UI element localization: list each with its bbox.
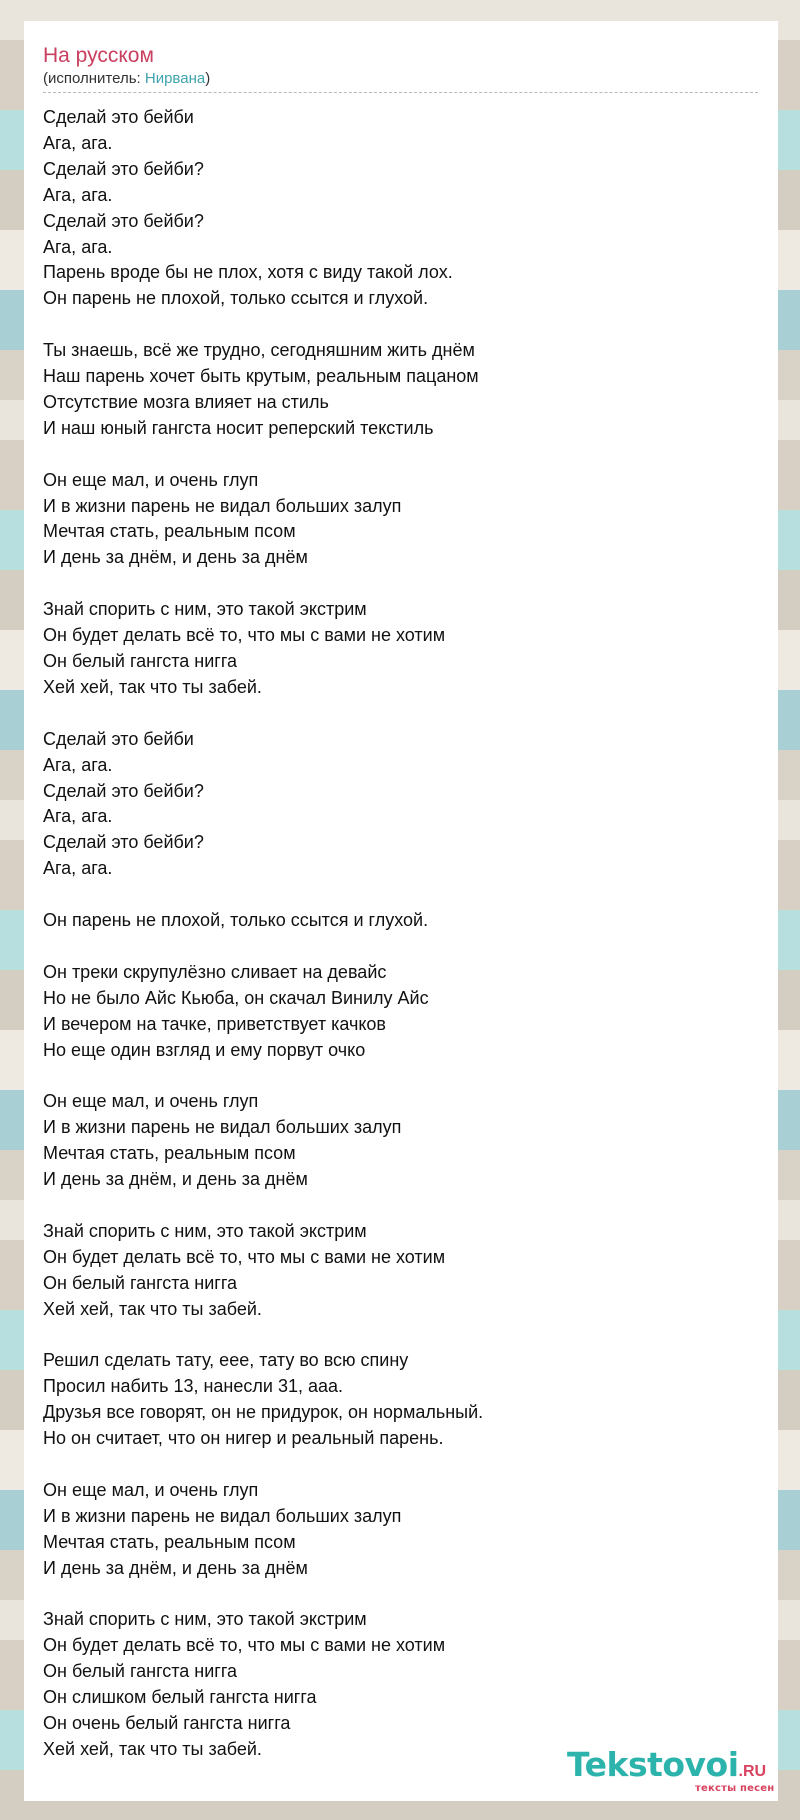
lyrics-stanza (43, 960, 759, 1064)
lyrics-line: Он парень не плохой, только ссытся и глухой. (43, 288, 429, 309)
lyrics-line: Друзья все говорят, он не придурок, он нормальный. (43, 1402, 484, 1423)
lyrics-line: И в жизни парень не видал больших залуп (43, 1117, 402, 1138)
lyrics-line: Решил сделать тату, еее, тату во всю спину (43, 1350, 409, 1371)
lyrics-line: И вечером на тачке, приветствует качков (43, 1013, 386, 1034)
lyrics-line: Мечтая стать, реальным псом (43, 521, 296, 542)
site-logo[interactable] (567, 1747, 783, 1799)
lyrics-line: И в жизни парень не видал больших залуп (43, 1505, 402, 1526)
lyrics-line: Но еще один взгляд и ему порвут очко (43, 1039, 366, 1060)
lyrics-line: Он белый гангста нигга (43, 1661, 238, 1682)
lyrics-line: Просил набить 13, нанесли 31, ааа. (43, 1376, 343, 1397)
lyrics-line: И наш юный гангста носит реперский текстиль (43, 417, 434, 438)
lyrics-line: Сделай это бейби? (43, 832, 204, 853)
lyrics-line: Но не было Айс Кьюба, он скачал Винилу Айс (43, 987, 429, 1008)
lyrics-stanza (43, 338, 759, 442)
lyrics-line: Он треки скрупулёзно сливает на девайс (43, 961, 387, 982)
lyrics-line: Отсутствие мозга влияет на стиль (43, 391, 329, 412)
logo-domain: .RU (738, 1763, 767, 1780)
lyrics-line: Сделай это бейби (43, 728, 194, 749)
lyrics-stanza (43, 727, 759, 882)
lyrics-stanza (43, 908, 759, 934)
lyrics-line: Сделай это бейби? (43, 158, 204, 179)
lyrics-line: Он парень не плохой, только ссытся и глухой. (43, 910, 429, 931)
lyrics-stanza (43, 105, 759, 312)
lyrics-stanza (43, 1607, 759, 1762)
lyrics-line: Он еще мал, и очень глуп (43, 1091, 259, 1112)
lyrics-line: Хей хей, так что ты забей. (43, 1298, 262, 1319)
lyrics-line: Ага, ага. (43, 754, 113, 775)
lyrics-line: И день за днём, и день за днём (43, 1557, 308, 1578)
lyrics-line: И день за днём, и день за днём (43, 547, 308, 568)
lyrics-line: Мечтая стать, реальным псом (43, 1143, 296, 1164)
lyrics-stanza (43, 1348, 759, 1452)
lyrics-line: Он будет делать всё то, что мы с вами не хотим (43, 1635, 446, 1656)
lyrics-stanza (43, 1089, 759, 1193)
lyrics-line: Знай спорить с ним, это такой экстрим (43, 599, 367, 620)
performer-prefix: (исполнитель: (43, 70, 145, 87)
lyrics-line: И в жизни парень не видал больших залуп (43, 495, 402, 516)
lyrics-line: Ага, ага. (43, 806, 113, 827)
lyrics-stanza (43, 597, 759, 701)
lyrics-line: Ты знаешь, всё же трудно, сегодняшним жить днём (43, 340, 475, 361)
lyrics-line: Мечтая стать, реальным псом (43, 1531, 296, 1552)
lyrics-line: Он еще мал, и очень глуп (43, 1479, 259, 1500)
lyrics-line: Он еще мал, и очень глуп (43, 469, 259, 490)
lyrics-line: Он белый гангста нигга (43, 650, 238, 671)
lyrics-line: Но он считает, что он нигер и реальный парень. (43, 1428, 444, 1449)
lyrics-stanza (43, 1219, 759, 1323)
lyrics-line: Ага, ага. (43, 858, 113, 879)
lyrics-line: Он белый гангста нигга (43, 1272, 238, 1293)
lyrics-card (24, 21, 778, 1801)
lyrics-line: Сделай это бейби? (43, 210, 204, 231)
lyrics-line: Хей хей, так что ты забей. (43, 1738, 262, 1759)
lyrics-line: Ага, ага. (43, 184, 113, 205)
lyrics-line: Хей хей, так что ты забей. (43, 676, 262, 697)
lyrics-text (43, 105, 759, 1763)
lyrics-line: Сделай это бейби? (43, 780, 204, 801)
performer-suffix: ) (205, 70, 211, 87)
logo-wordmark: Tekstovoi (567, 1745, 739, 1784)
performer-link[interactable]: Нирвана (144, 70, 206, 87)
lyrics-stanza (43, 468, 759, 572)
lyrics-stanza (43, 1478, 759, 1582)
lyrics-line: Он слишком белый гангста нигга (43, 1687, 317, 1708)
lyrics-line: Он очень белый гангста нигга (43, 1713, 291, 1734)
lyrics-line: Ага, ага. (43, 236, 113, 257)
logo-tagline: тексты песен (695, 1783, 775, 1794)
lyrics-line: Знай спорить с ним, это такой экстрим (43, 1609, 367, 1630)
lyrics-line: Парень вроде бы не плох, хотя с виду такой лох. (43, 262, 453, 283)
performer-line (43, 69, 758, 93)
lyrics-line: Он будет делать всё то, что мы с вами не хотим (43, 625, 446, 646)
lyrics-line: Знай спорить с ним, это такой экстрим (43, 1220, 367, 1241)
lyrics-line: Наш парень хочет быть крутым, реальным пацаном (43, 366, 479, 387)
lyrics-line: Ага, ага. (43, 132, 113, 153)
lyrics-line: И день за днём, и день за днём (43, 1169, 308, 1190)
lyrics-line: Сделай это бейби (43, 107, 194, 127)
page-title: На русском (43, 44, 154, 67)
lyrics-line: Он будет делать всё то, что мы с вами не хотим (43, 1246, 446, 1267)
